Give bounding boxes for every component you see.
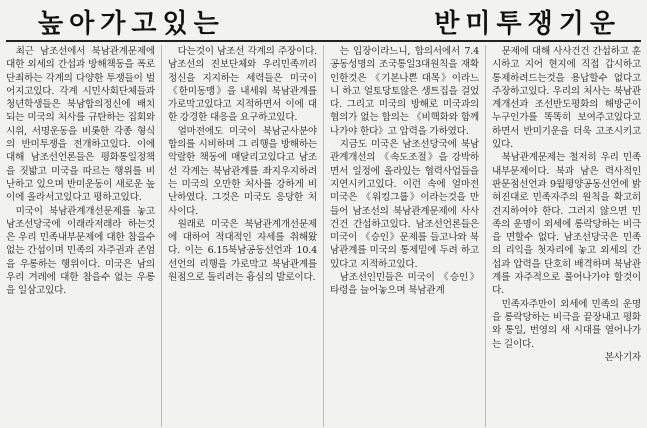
paragraph: 문제에 대해 사사건건 간섭하고 훈시하고 지어 현지에 직접 갑시하고 통제하려드는것을 용납할수 없다고 주장하고있다. 우리의 처사는 북남관계개선과 조선반도평화의 해방군이 누구인가를 똑똑히 보여주고있다고 하면서 반미기운을 더욱 고조시키고있다.	[492, 46, 641, 151]
column-divider	[323, 45, 324, 427]
headline-rule	[6, 40, 641, 42]
paragraph: 미국이 북남관계개선문제를 놓고 남조선당국에 이래라저래라 하는것은 우리 민족내부문제에 대한 참을수 없는 간섭이며 민족의 자주권과 존엄을 우롱하는 행위이다. 미국은 남의 우리 겨레에 대한 참을수 없는 우롱을 일삼고있다.	[6, 205, 155, 297]
paragraph: 얼마전에도 미국이 북남군사분야합의를 시비하며 그 리행을 방해하는 악랄한 책동에 매달리고있다고 남조선 각계는 북남관계를 좌지우지하려는 미국의 오만한 처사를 강하게 비난하였다. 그것은 미국도 응당한 처사이다.	[168, 125, 317, 217]
headline-part-2: 반미투쟁기운	[434, 8, 621, 39]
article-headline	[6, 4, 641, 38]
paragraph: 민족자주만이 외세에 민족의 운명을 롱락당하는 비극을 끝장내고 평화와 통일, 번영의 새 시대를 열어나가는 길이다.	[492, 298, 641, 350]
article-body	[6, 45, 641, 427]
paragraph: 남조선인민들은 미국이 《승인》타령을 늘어놓으며 북남관계	[330, 272, 479, 297]
paragraph: 다는것이 남조선 각계의 주장이다. 남조선의 진보단체와 우리민족끼리정신을 지지하는 세력들은 미국이 《한미동맹》을 내세워 북남관계를 가로막고있다고 지적하면서 이에 대한 강경한 대응을 요구하고있다.	[168, 46, 317, 124]
headline-part-1: 높아가고있는	[38, 8, 225, 39]
paragraph: 원래로 미국은 북남관계개선문제에 대하여 적대적인 자세를 취해왔다. 이는 6.15북남공동선언과 10.4선언의 리행을 가로막고 북남관계를 원점으로 돌리려는 흉심의 발로이다.	[168, 218, 317, 284]
article-column-4	[492, 45, 641, 427]
article-column-2	[168, 45, 317, 427]
column-divider	[485, 45, 486, 427]
article-column-3	[330, 45, 479, 427]
column-divider	[161, 45, 162, 427]
paragraph: 지금도 미국은 남조선당국에 북남관계개선의 《속도조절》을 강박하면서 일정에 올라있는 협력사업들을 지연시키고있다. 이런 속에 얼마전 미국은 《워킹그룹》이라는것을 만들어 남조선의 북남관계문제에 사사건건 간섭하고있다. 남조선언론들은 미국이 《승인》문제를 들고나와 북남관계를 미국의 통제밑에 두려 하고있다고 지적하고있다.	[330, 139, 479, 270]
paragraph: 최근 남조선에서 북남관계문제에 대한 외세의 간섭과 방해책동을 폭로단죄하는 각계의 다양한 투쟁들이 벌어지고있다. 각계 시민사회단체들과 청년학생들은 북남합의정신에 배치되는 미국의 처사를 규탄하는 집회와 시위, 서명운동을 비롯한 각종 형식의 반미투쟁을 전개하고있다. 이에 대해 남조선언론들은 평화통일정책을 짓밟고 미국을 따르는 행위를 비난하고 있으며 반미운동이 새로운 높이에 올라서고있다고 평하고있다.	[6, 46, 155, 204]
byline: 본사기자	[604, 351, 641, 363]
paragraph: 북남관계문제는 철저히 우리 민족내부문제이다. 북과 남은 력사적인 판문점선언과 9월평양공동선언에 밝혀진대로 민족자주의 원칙을 확고히 견지하여야 한다. 그러지 않으면 민족의 운명이 외세에 롱락당하는 비극을 면할수 없다. 남조선당국은 민족의 리익을 첫자리에 놓고 외세의 간섭과 압력을 단호히 배격하며 북남관계를 자주적으로 풀어나가야 할것이다.	[492, 152, 641, 297]
paragraph: 는 입장이라느니, 합의서에서 7.4공동성명의 조국통일3대원칙을 재확인한것은 《기본나쁜 대목》이라느니 하고 얼토당토않은 생트집을 걸었다. 그리고 미국의 방해로 미국과의 협의가 없는 합의는 《비핵화와 함께 나가야 한다》고 압력을 가하였다.	[330, 46, 479, 137]
article-column-1	[6, 45, 155, 427]
